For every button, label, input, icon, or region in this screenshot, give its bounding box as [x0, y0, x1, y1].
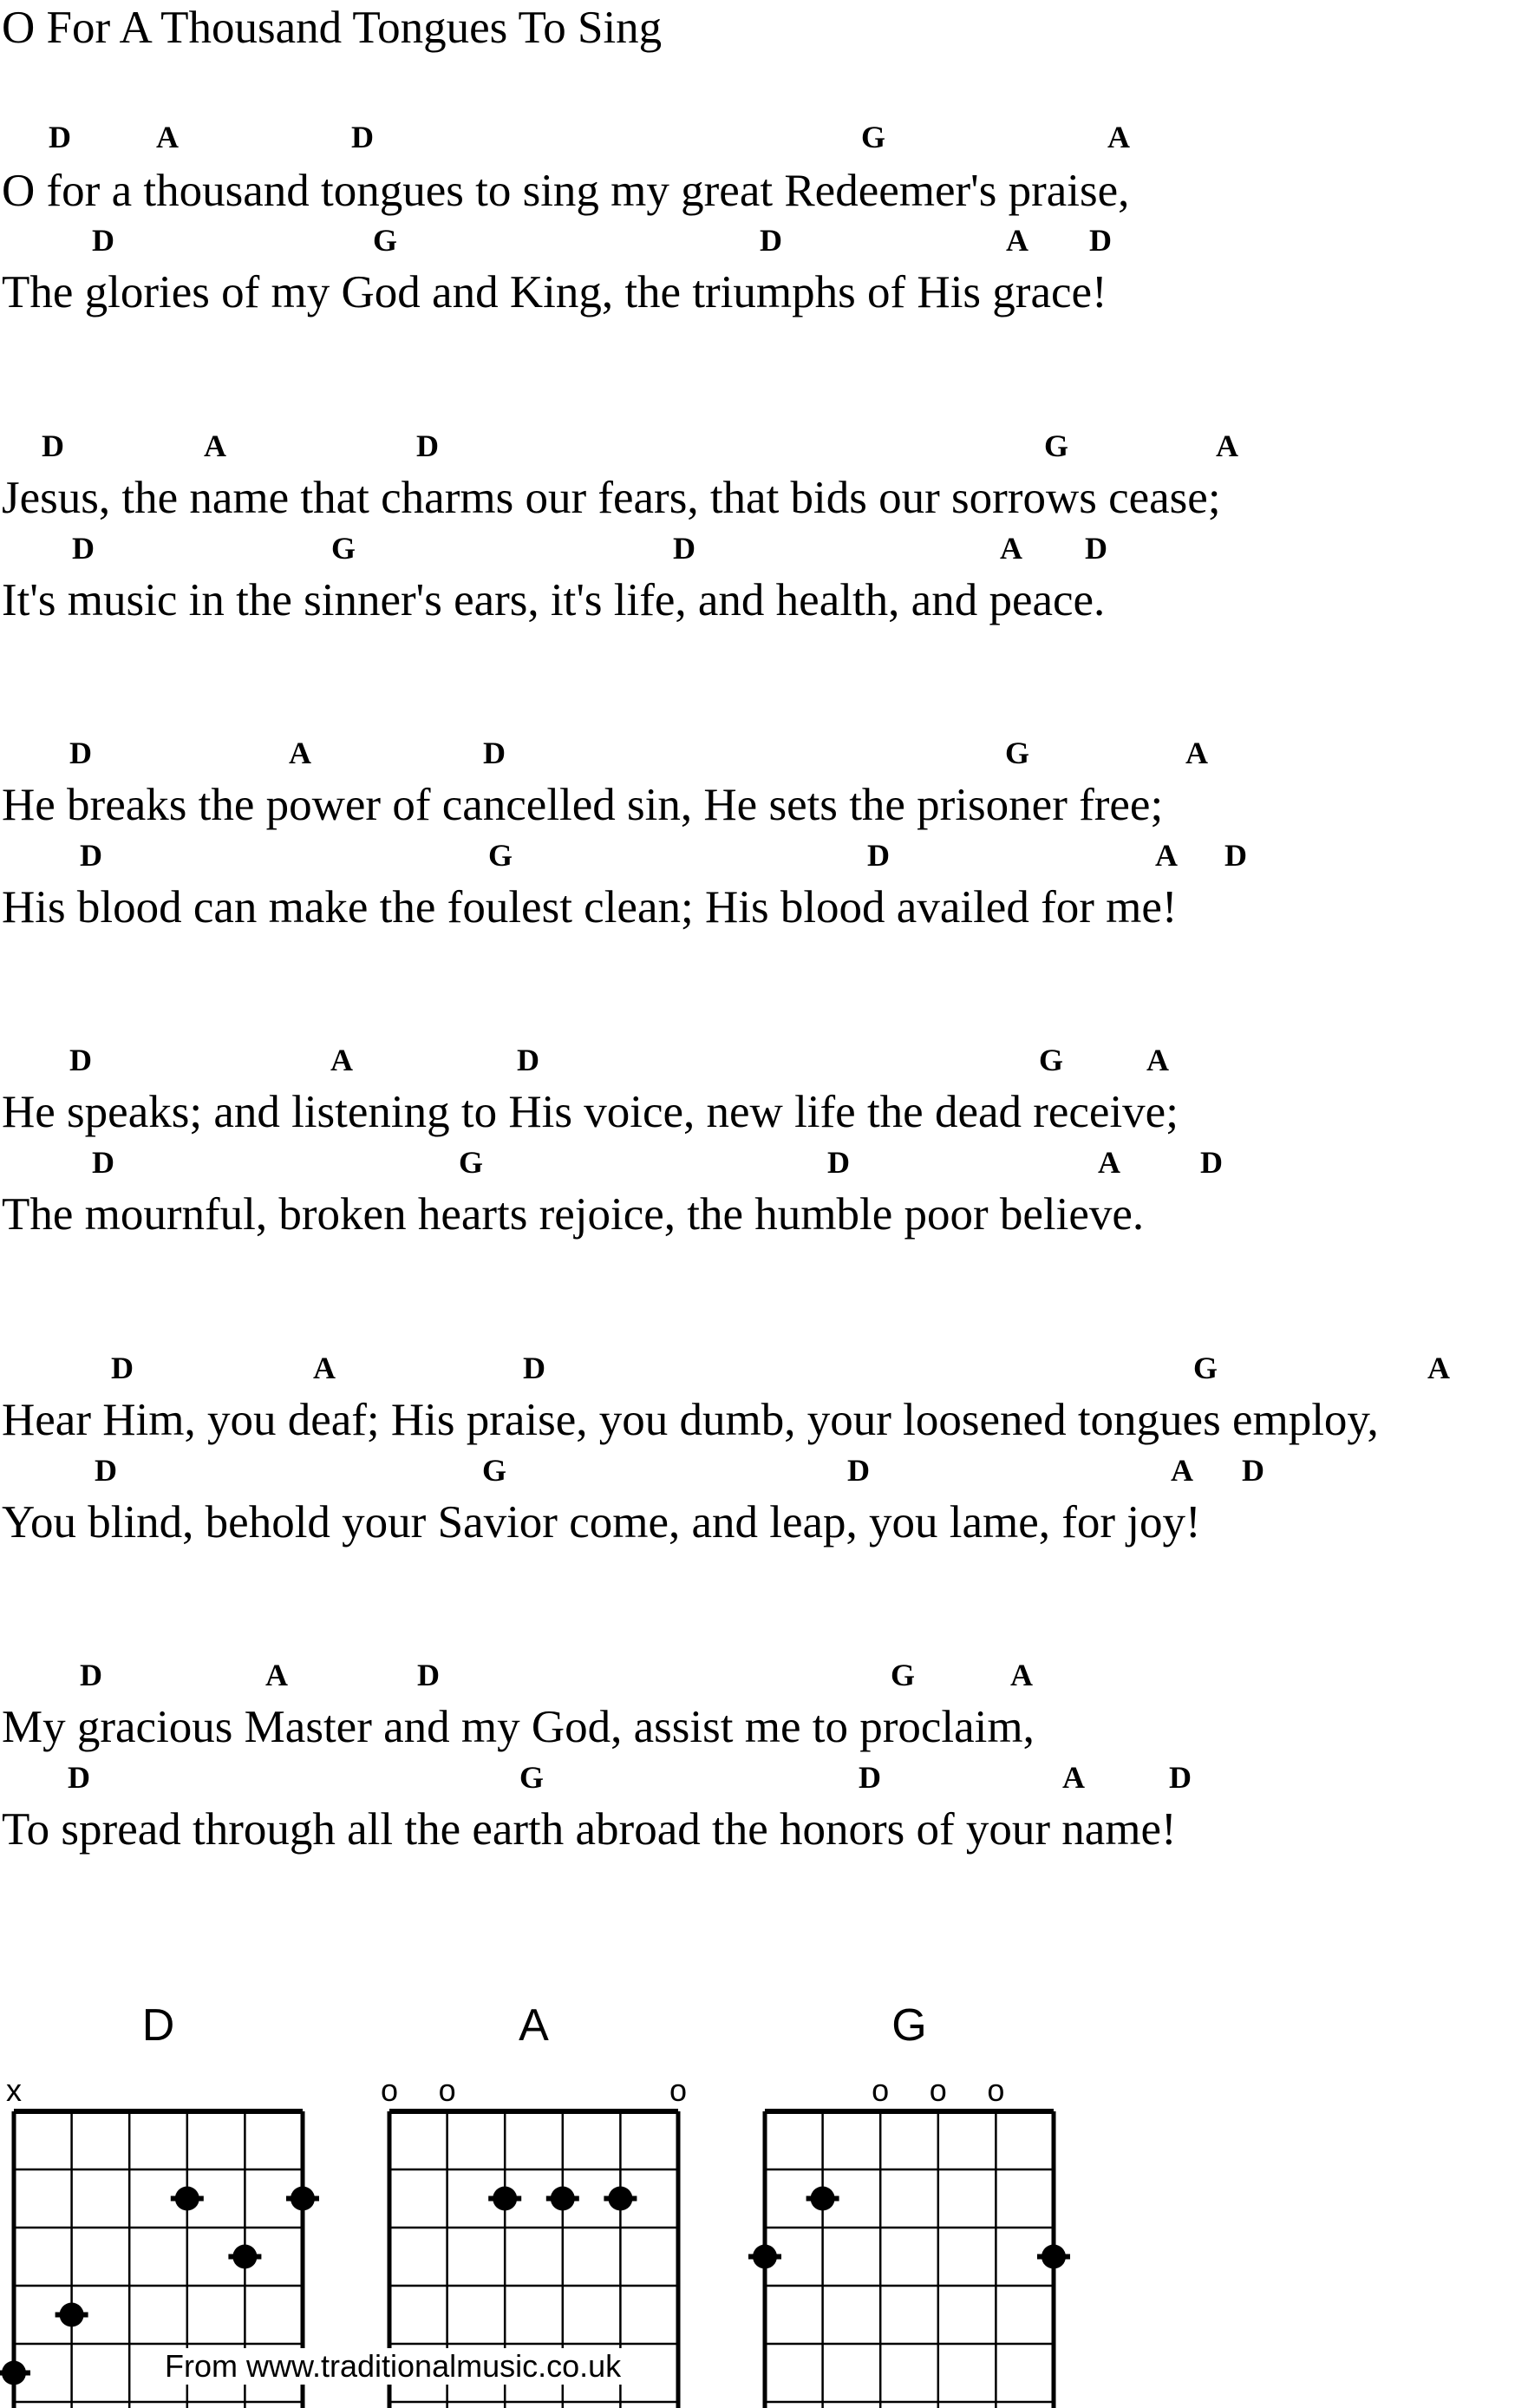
chord-label: A [1216, 429, 1238, 463]
chord-label: A [265, 1658, 288, 1692]
finger-dot-bar [488, 2196, 521, 2202]
chord-label: G [482, 1453, 507, 1488]
song-title: O For A Thousand Tongues To Sing [2, 3, 663, 53]
chord-label: D [1085, 531, 1107, 566]
chord-label: D [416, 429, 439, 463]
chord-label: A [1010, 1658, 1033, 1692]
lyric-line: Hear Him, you deaf; His praise, you dumb, your loosened tongues employ, [2, 1395, 1379, 1445]
chord-label: D [1242, 1453, 1264, 1488]
chord-label: A [330, 1043, 353, 1077]
chord-label: A [1062, 1760, 1085, 1795]
open-string-marker: o [438, 2072, 456, 2108]
chord-diagram-name: A [519, 2000, 549, 2051]
open-string-marker: o [929, 2072, 947, 2108]
source-watermark: From www.traditionalmusic.co.uk [165, 2348, 622, 2384]
chord-label: D [867, 838, 890, 873]
chord-label: G [459, 1145, 484, 1180]
chord-label: D [1089, 223, 1112, 258]
chord-label: A [289, 736, 311, 770]
chord-label: D [80, 1658, 102, 1692]
chord-diagram-g [751, 1995, 1098, 2404]
chord-label: A [1098, 1145, 1120, 1180]
nut [765, 2109, 1054, 2114]
chord-label: D [351, 120, 374, 154]
chord-label: D [1200, 1145, 1223, 1180]
finger-dot-bar [228, 2254, 261, 2260]
chord-diagram-a [375, 1995, 722, 2404]
lyric-line: You blind, behold your Savior come, and leap, you lame, for joy! [2, 1497, 1201, 1548]
chord-label: D [847, 1453, 870, 1488]
chord-label: D [111, 1351, 134, 1385]
lyric-line: The glories of my God and King, the triumphs of His grace! [2, 267, 1107, 317]
chord-label: D [95, 1453, 117, 1488]
chord-label: A [1107, 120, 1130, 154]
chord-label: D [859, 1760, 881, 1795]
open-string-marker: o [987, 2072, 1005, 2108]
lyric-line: He breaks the power of cancelled sin, He sets the prisoner free; [2, 780, 1164, 830]
nut [389, 2109, 678, 2114]
finger-dot-bar [0, 2371, 30, 2376]
finger-dot-bar [286, 2196, 319, 2202]
chord-label: A [156, 120, 179, 154]
lyric-line: O for a thousand tongues to sing my great Redeemer's praise, [2, 166, 1130, 216]
chord-label: D [827, 1145, 850, 1180]
open-string-marker: o [872, 2072, 890, 2108]
chord-label: A [1427, 1351, 1450, 1385]
chord-label: G [891, 1658, 916, 1692]
lyric-line: His blood can make the foulest clean; His blood availed for me! [2, 882, 1178, 932]
chord-label: D [417, 1658, 440, 1692]
chord-label: D [68, 1760, 90, 1795]
chord-diagram-name: G [891, 2000, 927, 2051]
chord-label: D [80, 838, 102, 873]
open-string-marker: o [380, 2072, 399, 2108]
chord-label: G [861, 120, 886, 154]
chord-label: D [69, 736, 92, 770]
chord-label: G [1005, 736, 1030, 770]
chord-label: G [488, 838, 513, 873]
chord-label: A [1000, 531, 1022, 566]
chord-label: D [1224, 838, 1247, 873]
chord-label: G [331, 531, 356, 566]
chord-label: D [69, 1043, 92, 1077]
lyric-line: Jesus, the name that charms our fears, that bids our sorrows cease; [2, 473, 1221, 523]
chord-label: D [517, 1043, 539, 1077]
chord-label: A [204, 429, 226, 463]
chord-label: D [760, 223, 782, 258]
lyric-line: It's music in the sinner's ears, it's life, and health, and peace. [2, 575, 1106, 625]
chord-label: D [92, 1145, 114, 1180]
finger-dot-bar [604, 2196, 637, 2202]
finger-dot-bar [171, 2196, 204, 2202]
chord-label: D [42, 429, 64, 463]
chord-label: D [92, 223, 114, 258]
finger-dot-bar [546, 2196, 579, 2202]
nut [14, 2109, 303, 2114]
finger-dot-bar [1037, 2254, 1070, 2260]
chord-label: D [49, 120, 71, 154]
muted-string-marker: x [6, 2072, 22, 2108]
chord-label: D [523, 1351, 545, 1385]
lyric-line: My gracious Master and my God, assist me to proclaim, [2, 1702, 1035, 1752]
chord-label: A [1155, 838, 1178, 873]
chord-label: G [519, 1760, 545, 1795]
chord-label: A [1006, 223, 1028, 258]
chord-label: G [373, 223, 398, 258]
chord-label: D [72, 531, 95, 566]
lyric-line: To spread through all the earth abroad the honors of your name! [2, 1804, 1177, 1855]
chord-label: G [1044, 429, 1069, 463]
chord-label: A [1171, 1453, 1193, 1488]
chord-label: D [483, 736, 506, 770]
open-string-marker: o [669, 2072, 688, 2108]
chord-diagram-d [0, 1995, 347, 2404]
lyric-line: The mournful, broken hearts rejoice, the humble poor believe. [2, 1189, 1145, 1240]
finger-dot-bar [806, 2196, 839, 2202]
chord-label: D [673, 531, 695, 566]
lyric-line: He speaks; and listening to His voice, new life the dead receive; [2, 1087, 1179, 1137]
finger-dot-bar [748, 2254, 781, 2260]
chord-label: A [1146, 1043, 1169, 1077]
chord-label: G [1193, 1351, 1218, 1385]
chord-label: A [313, 1351, 336, 1385]
chord-label: A [1185, 736, 1208, 770]
finger-dot-bar [56, 2313, 88, 2318]
chord-label: G [1039, 1043, 1064, 1077]
chord-label: D [1169, 1760, 1192, 1795]
chord-diagram-name: D [141, 2000, 175, 2051]
